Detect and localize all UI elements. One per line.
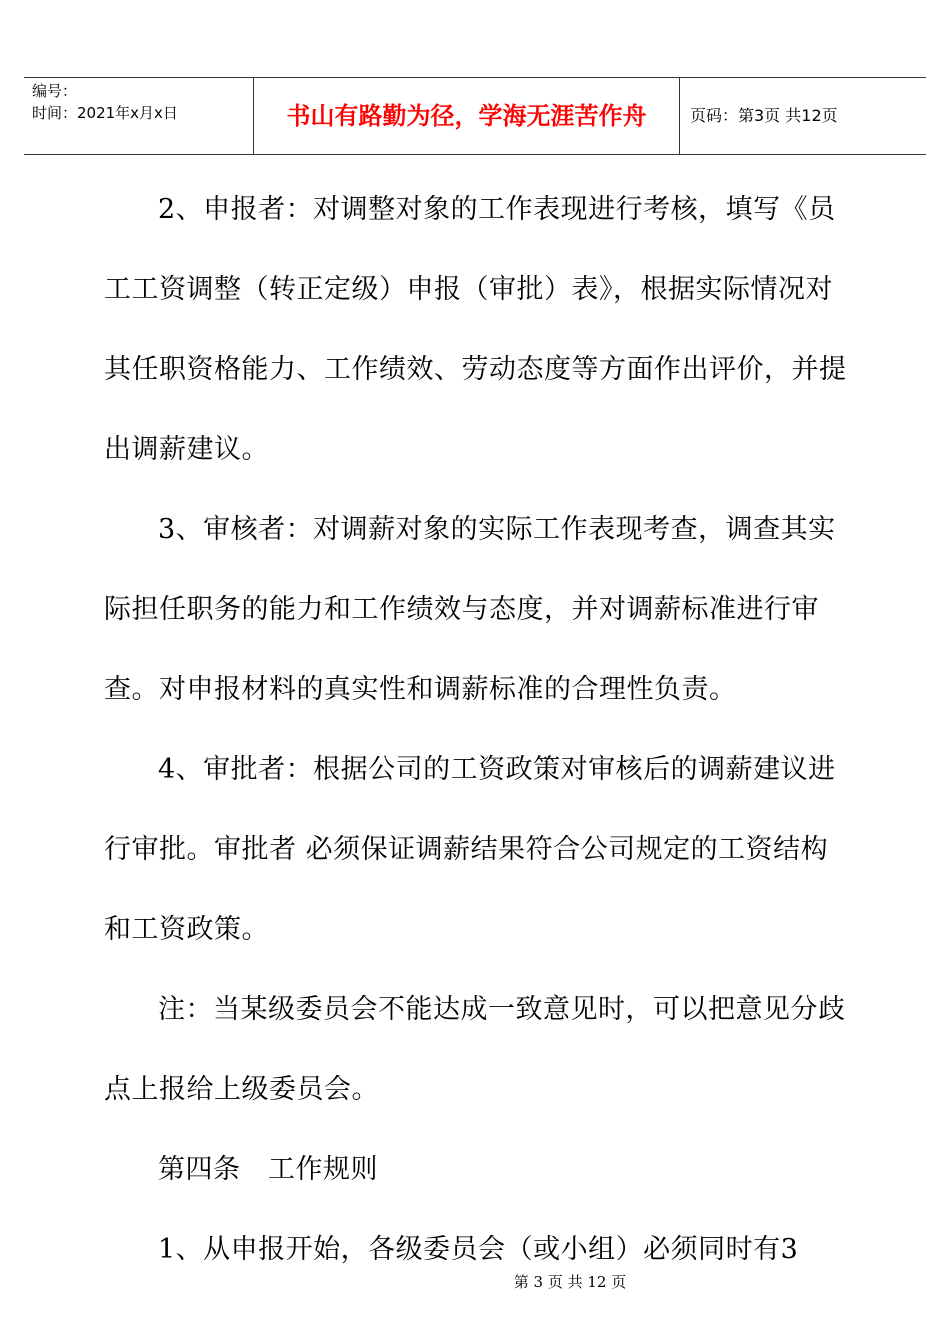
paragraph-reviewer: 3、审核者：对调薪对象的实际工作表现考查，调查其实际担任职务的能力和工作绩效与态度，并对调薪标准进行审查。对申报材料的真实性和调薪标准的合理性负责。	[104, 514, 836, 705]
header-page-info: 页码：第3页 共12页	[690, 106, 838, 125]
document-time-label: 时间：2021年x月x日	[32, 104, 178, 122]
paragraph-applicant: 2、申报者：对调整对象的工作表现进行考核，填写《员工工资调整（转正定级）申报（审批）表》，根据实际情况对其任职资格能力、工作绩效、劳动态度等方面作出评价，并提出调薪建议。	[104, 194, 847, 465]
paragraph-rule-1: 1、从申报开始，各级委员会（或小组）必须同时有3	[158, 1234, 799, 1265]
header-meta	[24, 78, 254, 154]
document-number-label: 编号：	[32, 82, 78, 100]
paragraph-note: 注：当某级委员会不能达成一致意见时，可以把意见分歧点上报给上级委员会。	[104, 994, 846, 1105]
header-motto: 书山有路勤为径，学海无涯苦作舟	[254, 78, 680, 154]
document-body	[104, 170, 850, 1290]
paragraph-approver: 4、审批者：根据公司的工资政策对审核后的调薪建议进行审批。审批者 必须保证调薪结果符合公司规定的工资结构和工资政策。	[104, 754, 836, 945]
page-footer: 第 3 页 共 12 页	[513, 1273, 627, 1291]
page-header	[24, 77, 926, 155]
section-heading-article-4: 第四条 工作规则	[158, 1154, 378, 1185]
